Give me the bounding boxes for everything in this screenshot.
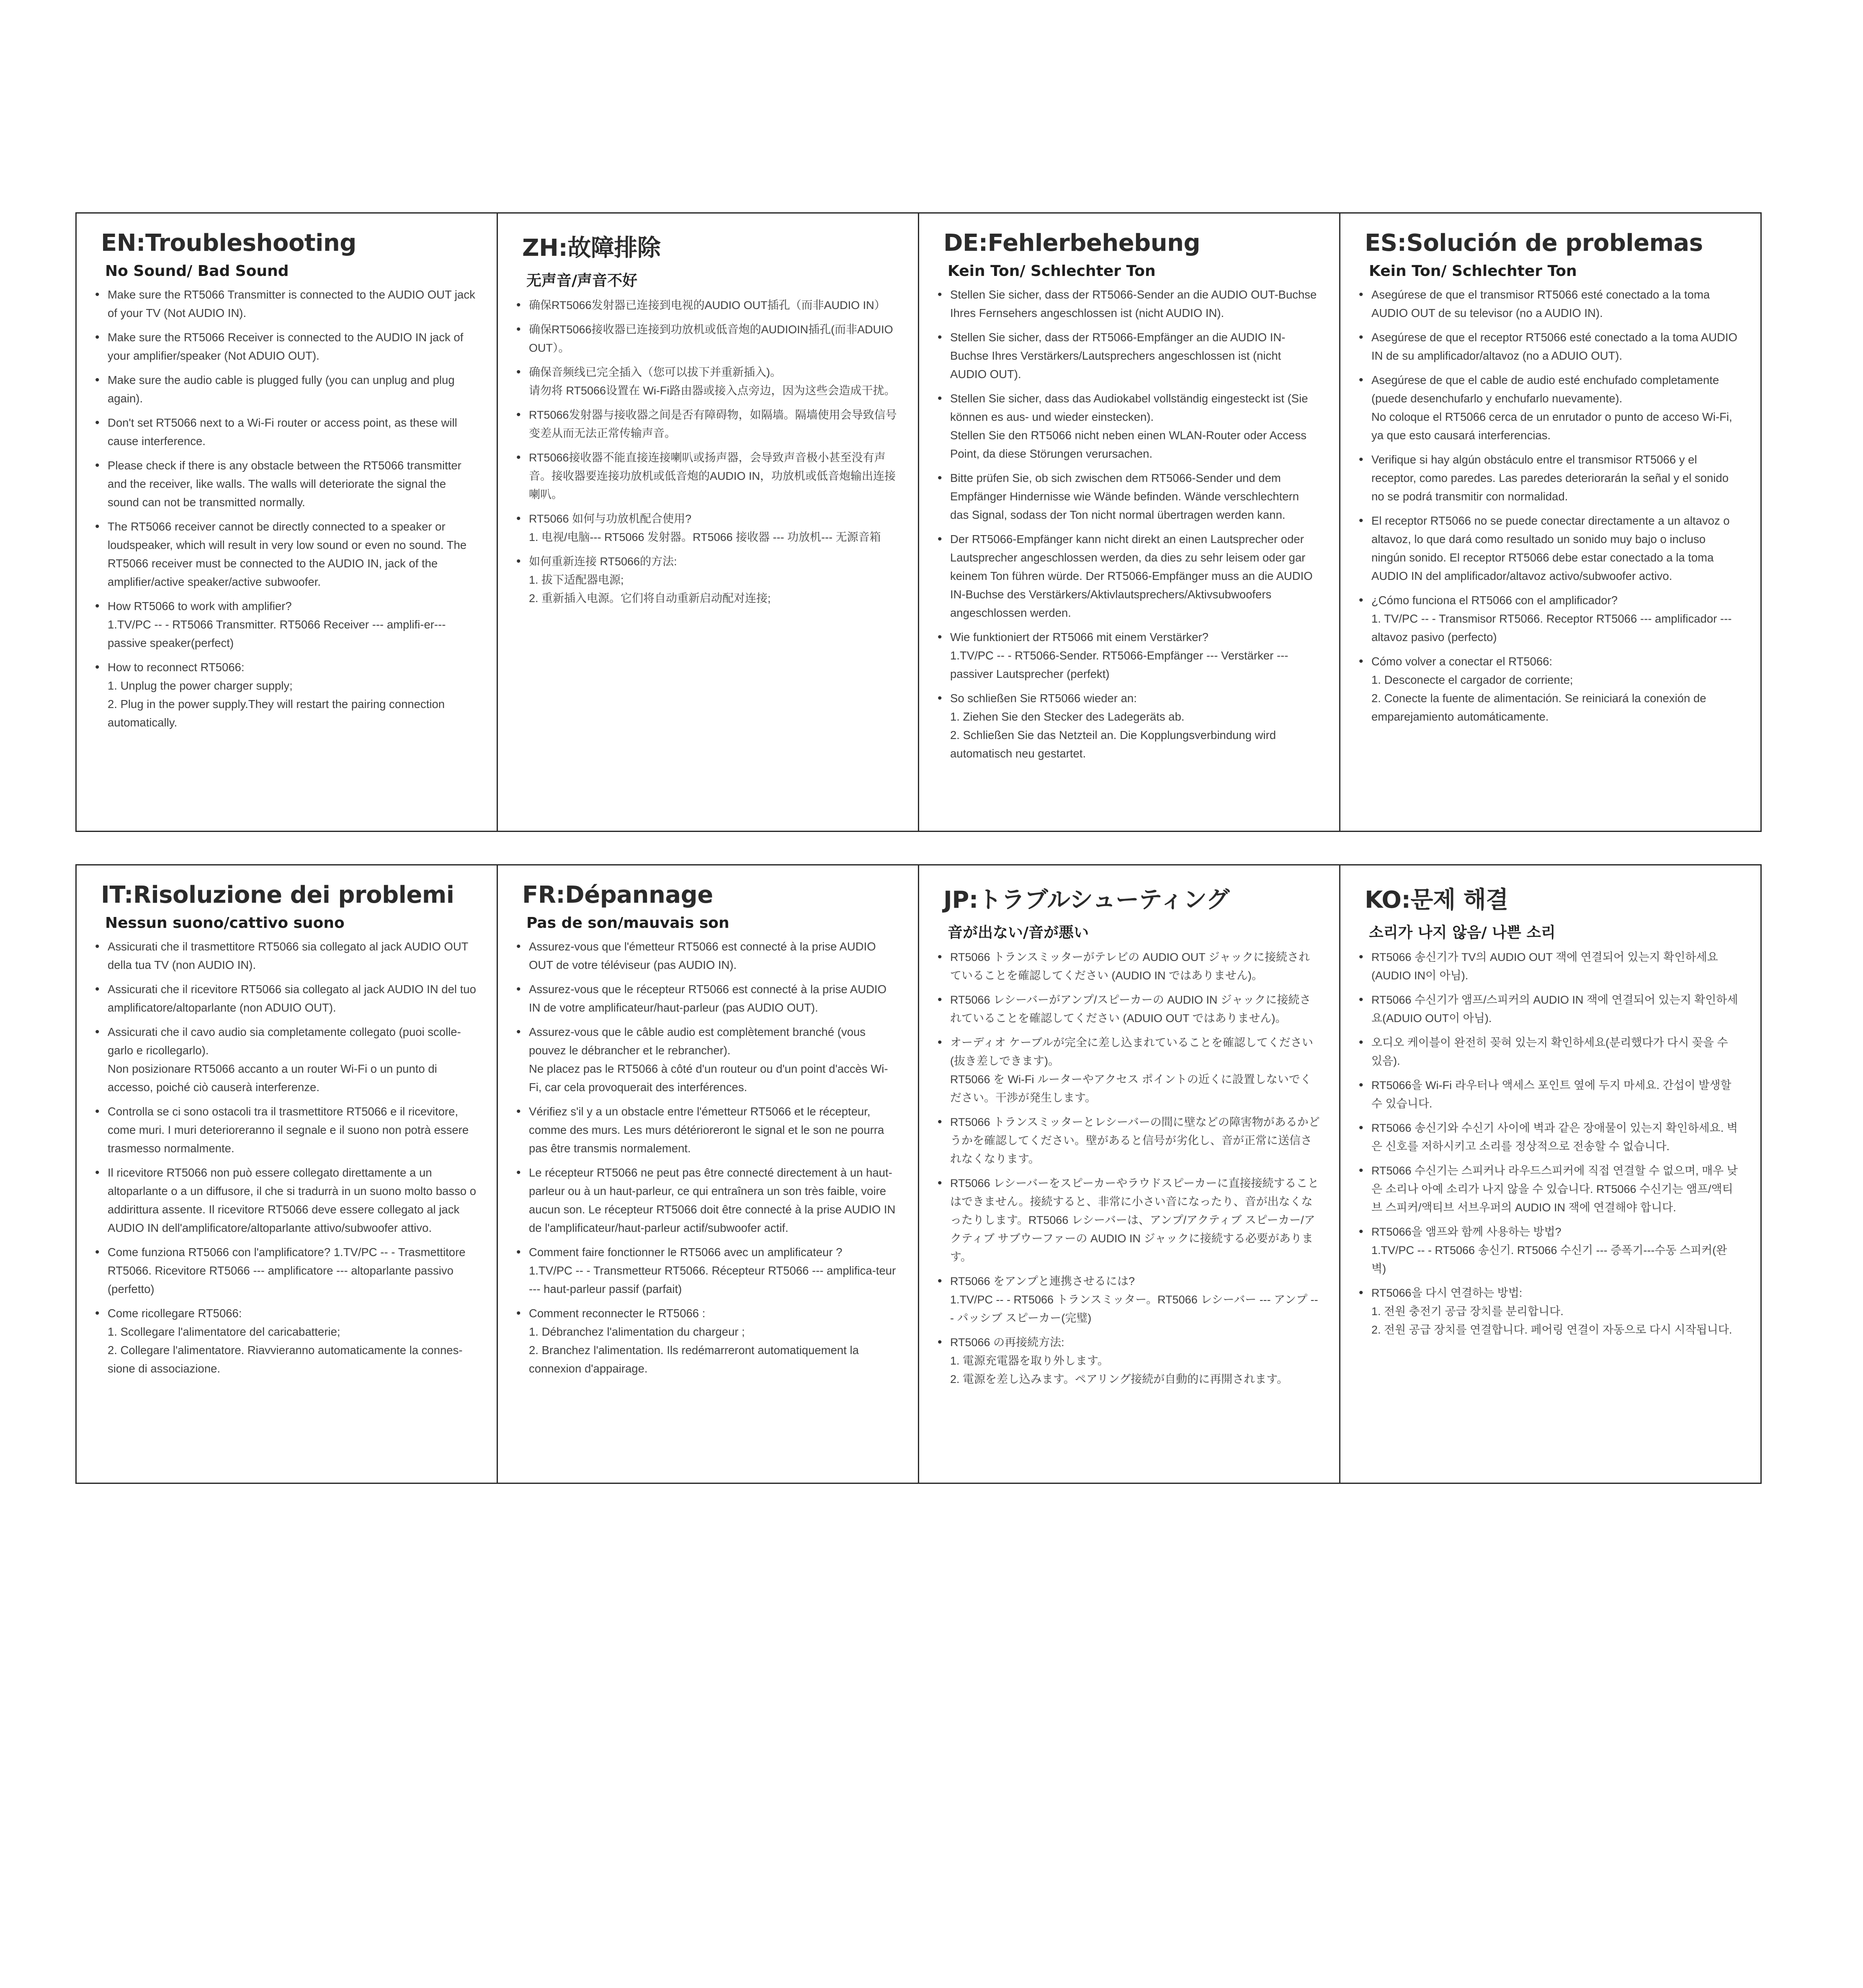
section-de <box>918 214 1339 831</box>
troubleshooting-list <box>1360 948 1741 1339</box>
list-item: • Make sure the RT5066 Receiver is connected to the AUDIO IN jack of your amplifier/speaker (Not ADUIO OUT). <box>96 328 477 365</box>
list-item: • Come ricollegare RT5066: 1. Scollegare l'alimentatore del caricabatterie; 2. Collegare l'alimentatore. Riavvieranno automaticamente la connes-sione di associazione. <box>96 1304 477 1378</box>
list-item: • Stellen Sie sicher, dass der RT5066-Empfänger an die AUDIO IN-Buchse Ihres Verstärkers/Lautsprechers angeschlossen ist (nicht AUDIO OUT). <box>938 328 1320 384</box>
section-title: ZH:故障排除 <box>522 234 661 262</box>
list-item: • RT5066을 앰프와 함께 사용하는 방법? 1.TV/PC -- - RT5066 송신기. RT5066 수신기 --- 증폭기---수동 스피커(완벽) <box>1360 1223 1741 1278</box>
list-item: • ¿Cómo funciona el RT5066 con el amplificador? 1. TV/PC -- - Transmisor RT5066. Receptor RT5066 --- amplificador --- altavoz pasivo (perfecto) <box>1360 591 1741 646</box>
list-item: • Make sure the audio cable is plugged fully (you can unplug and plug again). <box>96 371 477 408</box>
list-item: • RT5066 レシーバーがアンプ/スピーカーの AUDIO IN ジャックに接続されていることを確認してください (ADUIO OUT ではありません)。 <box>938 991 1320 1027</box>
section-title: IT:Risoluzione dei problemi <box>101 881 454 909</box>
troubleshooting-list <box>96 286 477 732</box>
list-item: • Stellen Sie sicher, dass der RT5066-Sender an die AUDIO OUT-Buchse Ihres Fernsehers angeschlossen ist (nicht AUDIO IN). <box>938 286 1320 322</box>
list-item: • オーディオ ケーブルが完全に差し込まれていることを確認してください (抜き差しできます)。 RT5066 を Wi-Fi ルーターやアクセス ポイントの近くに設置しないでください。干渉が発生します。 <box>938 1033 1320 1107</box>
list-item: • Assicurati che il trasmettitore RT5066 sia collegato al jack AUDIO OUT della tua TV (non AUDIO IN). <box>96 937 477 974</box>
list-item: • Assurez-vous que le câble audio est complètement branché (vous pouvez le débrancher et le rebrancher). Ne placez pas le RT5066 à côté d'un routeur ou d'un point d'accès Wi-Fi, car cela provoquerait des interférences. <box>517 1023 899 1097</box>
list-item: • How to reconnect RT5066: 1. Unplug the power charger supply; 2. Plug in the power supply.They will restart the pairing connection automatically. <box>96 658 477 732</box>
list-item: • So schließen Sie RT5066 wieder an: 1. Ziehen Sie den Stecker des Ladegeräts ab. 2. Schließen Sie das Netzteil an. Die Kopplungsverbindung wird automatisch neu gestartet. <box>938 689 1320 763</box>
list-item: • RT5066 수신기는 스피커나 라우드스피커에 직접 연결할 수 없으며, 매우 낮은 소리나 아예 소리가 나지 않을 수 있습니다. RT5066 수신기는 앰프/액티브 스피커/액티브 서브우퍼의 AUDIO IN 잭에 연결해야 합니다. <box>1360 1161 1741 1217</box>
list-item: • Assurez-vous que le récepteur RT5066 est connecté à la prise AUDIO IN de votre amplificateur/haut-parleur (pas AUDIO OUT). <box>517 980 899 1017</box>
section-fr <box>497 865 918 1483</box>
list-item: • Bitte prüfen Sie, ob sich zwischen dem RT5066-Sender und dem Empfänger Hindernisse wie Wände befinden. Wände verschlechtern das Signal, sodass der Ton nicht normal übertragen werden kann. <box>938 469 1320 524</box>
list-item: • Make sure the RT5066 Transmitter is connected to the AUDIO OUT jack of your TV (Not AUDIO IN). <box>96 286 477 322</box>
section-zh <box>497 214 918 831</box>
section-title: DE:Fehlerbehebung <box>943 229 1201 257</box>
list-item: • RT5066 송신기가 TV의 AUDIO OUT 잭에 연결되어 있는지 확인하세요(AUDIO IN이 아님). <box>1360 948 1741 985</box>
section-subtitle: Kein Ton/ Schlechter Ton <box>948 263 1156 280</box>
troubleshooting-list <box>517 937 899 1378</box>
section-title: KO:문제 해결 <box>1365 886 1508 914</box>
list-item: • Asegúrese de que el receptor RT5066 esté conectado a la toma AUDIO IN de su amplificador/altavoz (no a ADUIO OUT). <box>1360 328 1741 365</box>
troubleshooting-list <box>938 948 1320 1388</box>
troubleshooting-list <box>517 296 899 608</box>
list-item: • Wie funktioniert der RT5066 mit einem Verstärker? 1.TV/PC -- - RT5066-Sender. RT5066-Empfänger --- Verstärker --- passiver Lautsprecher (perfekt) <box>938 628 1320 683</box>
troubleshooting-list <box>1360 286 1741 726</box>
list-item: • RT5066 の再接続方法: 1. 電源充電器を取り外します。 2. 電源を差し込みます。ペアリング接続が自動的に再開されます。 <box>938 1333 1320 1388</box>
list-item: • Assicurati che il cavo audio sia completamente collegato (puoi scolle-garlo e ricollegarlo). Non posizionare RT5066 accanto a un router Wi-Fi o un punto di accesso, poiché ciò causerà interferenze. <box>96 1023 477 1097</box>
section-subtitle: Kein Ton/ Schlechter Ton <box>1369 263 1577 280</box>
list-item: • RT5066 トランスミッターとレシーバーの間に壁などの障害物があるかどうかを確認してください。壁があると信号が劣化し、音が正常に送信されなくなります。 <box>938 1113 1320 1168</box>
list-item: • RT5066을 다시 연결하는 방법: 1. 전원 충전기 공급 장치를 분리합니다. 2. 전원 공급 장치를 연결합니다. 페어링 연결이 자동으로 다시 시작됩니다. <box>1360 1284 1741 1339</box>
list-item: • RT5066 トランスミッターがテレビの AUDIO OUT ジャックに接続されていることを確認してください (AUDIO IN ではありません)。 <box>938 948 1320 985</box>
section-en <box>77 214 497 831</box>
list-item: • Assurez-vous que l'émetteur RT5066 est connecté à la prise AUDIO OUT de votre téléviseur (pas AUDIO IN). <box>517 937 899 974</box>
troubleshooting-list <box>96 937 477 1378</box>
list-item: • RT5066을 Wi-Fi 라우터나 액세스 포인트 옆에 두지 마세요. 간섭이 발생할 수 있습니다. <box>1360 1076 1741 1113</box>
section-title: FR:Dépannage <box>522 881 713 909</box>
list-item: • Come funziona RT5066 con l'amplificatore? 1.TV/PC -- - Trasmettitore RT5066. Ricevitore RT5066 --- amplificatore --- altoparlante passivo (perfetto) <box>96 1243 477 1298</box>
section-subtitle: 音が出ない/音が悪い <box>948 924 1089 941</box>
section-ko <box>1339 865 1760 1483</box>
list-item: • El receptor RT5066 no se puede conectar directamente a un altavoz o altavoz, lo que dará como resultado un sonido muy bajo o incluso ningún sonido. El receptor RT5066 debe estar conectado a la toma AUDIO IN del amplificador/altavoz activo/subwoofer activo. <box>1360 512 1741 585</box>
list-item: • 确保RT5066发射器已连接到电视的AUDIO OUT插孔（而非AUDIO IN） <box>517 296 899 314</box>
list-item: • Asegúrese de que el transmisor RT5066 esté conectado a la toma AUDIO OUT de su televisor (no a AUDIO IN). <box>1360 286 1741 322</box>
list-item: • Vérifiez s'il y a un obstacle entre l'émetteur RT5066 et le récepteur, comme des murs. Les murs détérioreront le signal et le son ne pourra pas être transmis normalement. <box>517 1102 899 1158</box>
section-subtitle: Pas de son/mauvais son <box>526 914 729 932</box>
list-item: • Verifique si hay algún obstáculo entre el transmisor RT5066 y el receptor, como paredes. Las paredes deteriorarán la señal y el sonido no se podrá transmitir con normalidad. <box>1360 451 1741 506</box>
section-jp <box>918 865 1339 1483</box>
list-item: • Please check if there is any obstacle between the RT5066 transmitter and the receiver, like walls. The walls will deteriorate the signal the sound can not be transmitted normally. <box>96 456 477 512</box>
list-item: • The RT5066 receiver cannot be directly connected to a speaker or loudspeaker, which will result in very low sound or even no sound. The RT5066 receiver must be connected to the AUDIO IN, jack of the amplifier/active speaker/active subwoofer. <box>96 518 477 591</box>
troubleshooting-list <box>938 286 1320 763</box>
list-item: • RT5066 をアンプと連携させるには? 1.TV/PC -- - RT5066 トランスミッター。RT5066 レシーバー --- アンプ --- パッシブ スピーカー(完璧) <box>938 1272 1320 1327</box>
list-item: • 오디오 케이블이 완전히 꽂혀 있는지 확인하세요(분리했다가 다시 꽂을 수 있음). <box>1360 1033 1741 1070</box>
section-subtitle: Nessun suono/cattivo suono <box>105 914 345 932</box>
section-it <box>77 865 497 1483</box>
list-item: • RT5066发射器与接收器之间是否有障碍物，如隔墙。隔墙使用会导致信号变差从而无法正常传输声音。 <box>517 406 899 443</box>
section-title: EN:Troubleshooting <box>101 229 356 257</box>
list-item: • Controlla se ci sono ostacoli tra il trasmettitore RT5066 e il ricevitore, come muri. I muri deterioreranno il segnale e il suono non potrà essere trasmesso normalmente. <box>96 1102 477 1158</box>
list-item: • 确保RT5066接收器已连接到功放机或低音炮的AUDIOIN插孔(而非ADUIO OUT）。 <box>517 320 899 357</box>
list-item: • RT5066 수신기가 앰프/스피커의 AUDIO IN 잭에 연결되어 있는지 확인하세요(ADUIO OUT이 아님). <box>1360 991 1741 1027</box>
list-item: • 如何重新连接 RT5066的方法: 1. 拔下适配器电源; 2. 重新插入电源。它们将自动重新启动配对连接; <box>517 552 899 608</box>
section-subtitle: No Sound/ Bad Sound <box>105 263 289 280</box>
list-item: • Cómo volver a conectar el RT5066: 1. Desconecte el cargador de corriente; 2. Conecte la fuente de alimentación. Se reiniciará la conexión de emparejamiento automáticamente. <box>1360 652 1741 726</box>
top-row-panels <box>75 212 1762 832</box>
list-item: • Stellen Sie sicher, dass das Audiokabel vollständig eingesteckt ist (Sie können es aus- und wieder einstecken). Stellen Sie den RT5066 nicht neben einen WLAN-Router oder Access Point, da diese Störungen verursachen. <box>938 389 1320 463</box>
list-item: • 确保音频线已完全插入（您可以拔下并重新插入)。 请勿将 RT5066设置在 Wi-Fi路由器或接入点旁边，因为这些会造成干扰。 <box>517 363 899 400</box>
section-subtitle: 소리가 나지 않음/ 나쁜 소리 <box>1369 924 1556 941</box>
bottom-row-panels <box>75 864 1762 1484</box>
list-item: • Le récepteur RT5066 ne peut pas être connecté directement à un haut-parleur ou à un haut-parleur, ce qui entraînera un son très faible, voire aucun son. Le récepteur RT5066 doit être connecté à la prise AUDIO IN de l'amplificateur/haut-parleur actif/subwoofer actif. <box>517 1164 899 1237</box>
list-item: • Il ricevitore RT5066 non può essere collegato direttamente a un altoparlante o a un diffusore, il che si tradurrà in un suono molto basso o addirittura assente. Il ricevitore RT5066 deve essere collegato al jack AUDIO IN dell'amplificatore/altoparlante attivo/subwoofer attivo. <box>96 1164 477 1237</box>
list-item: • Comment faire fonctionner le RT5066 avec un amplificateur ? 1.TV/PC -- - Transmetteur RT5066. Récepteur RT5066 --- amplifica-teur --- haut-parleur passif (parfait) <box>517 1243 899 1298</box>
section-es <box>1339 214 1760 831</box>
list-item: • RT5066 如何与功放机配合使用? 1. 电视/电脑--- RT5066 发射器。RT5066 接收器 --- 功放机--- 无源音箱 <box>517 510 899 546</box>
list-item: • RT5066 송신기와 수신기 사이에 벽과 같은 장애물이 있는지 확인하세요. 벽은 신호를 저하시키고 소리를 정상적으로 전송할 수 없습니다. <box>1360 1119 1741 1156</box>
list-item: • RT5066 レシーバーをスピーカーやラウドスピーカーに直接接続することはできません。接続すると、非常に小さい音になったり、音が出なくなったりします。RT5066 レシーバーは、アンプ/アクティブ スピーカー/アクティブ サブウーファーの AUDIO IN ジャックに接続する必要があります。 <box>938 1174 1320 1266</box>
list-item: • Der RT5066-Empfänger kann nicht direkt an einen Lautsprecher oder Lautsprecher angeschlossen werden, da dies zu sehr leisem oder gar keinem Ton führen würde. Der RT5066-Empfänger muss an die AUDIO IN-Buchse des Verstärkers/Aktivlautsprechers/Aktivsubwoofers angeschlossen werden. <box>938 530 1320 622</box>
section-title: JP:トラブルシューティング <box>943 886 1229 914</box>
section-title: ES:Solución de problemas <box>1365 229 1703 257</box>
list-item: • Assicurati che il ricevitore RT5066 sia collegato al jack AUDIO IN del tuo amplificatore/altoparlante (non ADUIO OUT). <box>96 980 477 1017</box>
section-subtitle: 无声音/声音不好 <box>526 272 638 289</box>
list-item: • RT5066接收器不能直接连接喇叭或扬声器，会导致声音极小甚至没有声音。接收器要连接功放机或低音炮的AUDIO IN，功放机或低音炮输出连接喇叭。 <box>517 448 899 504</box>
list-item: • Don't set RT5066 next to a Wi-Fi router or access point, as these will cause interference. <box>96 414 477 451</box>
list-item: • Comment reconnecter le RT5066 : 1. Débranchez l'alimentation du chargeur ; 2. Branchez l'alimentation. Ils redémarreront automatiquement la connexion d'appairage. <box>517 1304 899 1378</box>
list-item: • How RT5066 to work with amplifier? 1.TV/PC -- - RT5066 Transmitter. RT5066 Receiver --- amplifi-er---passive speaker(perfect) <box>96 597 477 652</box>
list-item: • Asegúrese de que el cable de audio esté enchufado completamente (puede desenchufarlo y enchufarlo nuevamente). No coloque el RT5066 cerca de un enrutador o punto de acceso Wi-Fi, ya que esto causará interferencias. <box>1360 371 1741 445</box>
